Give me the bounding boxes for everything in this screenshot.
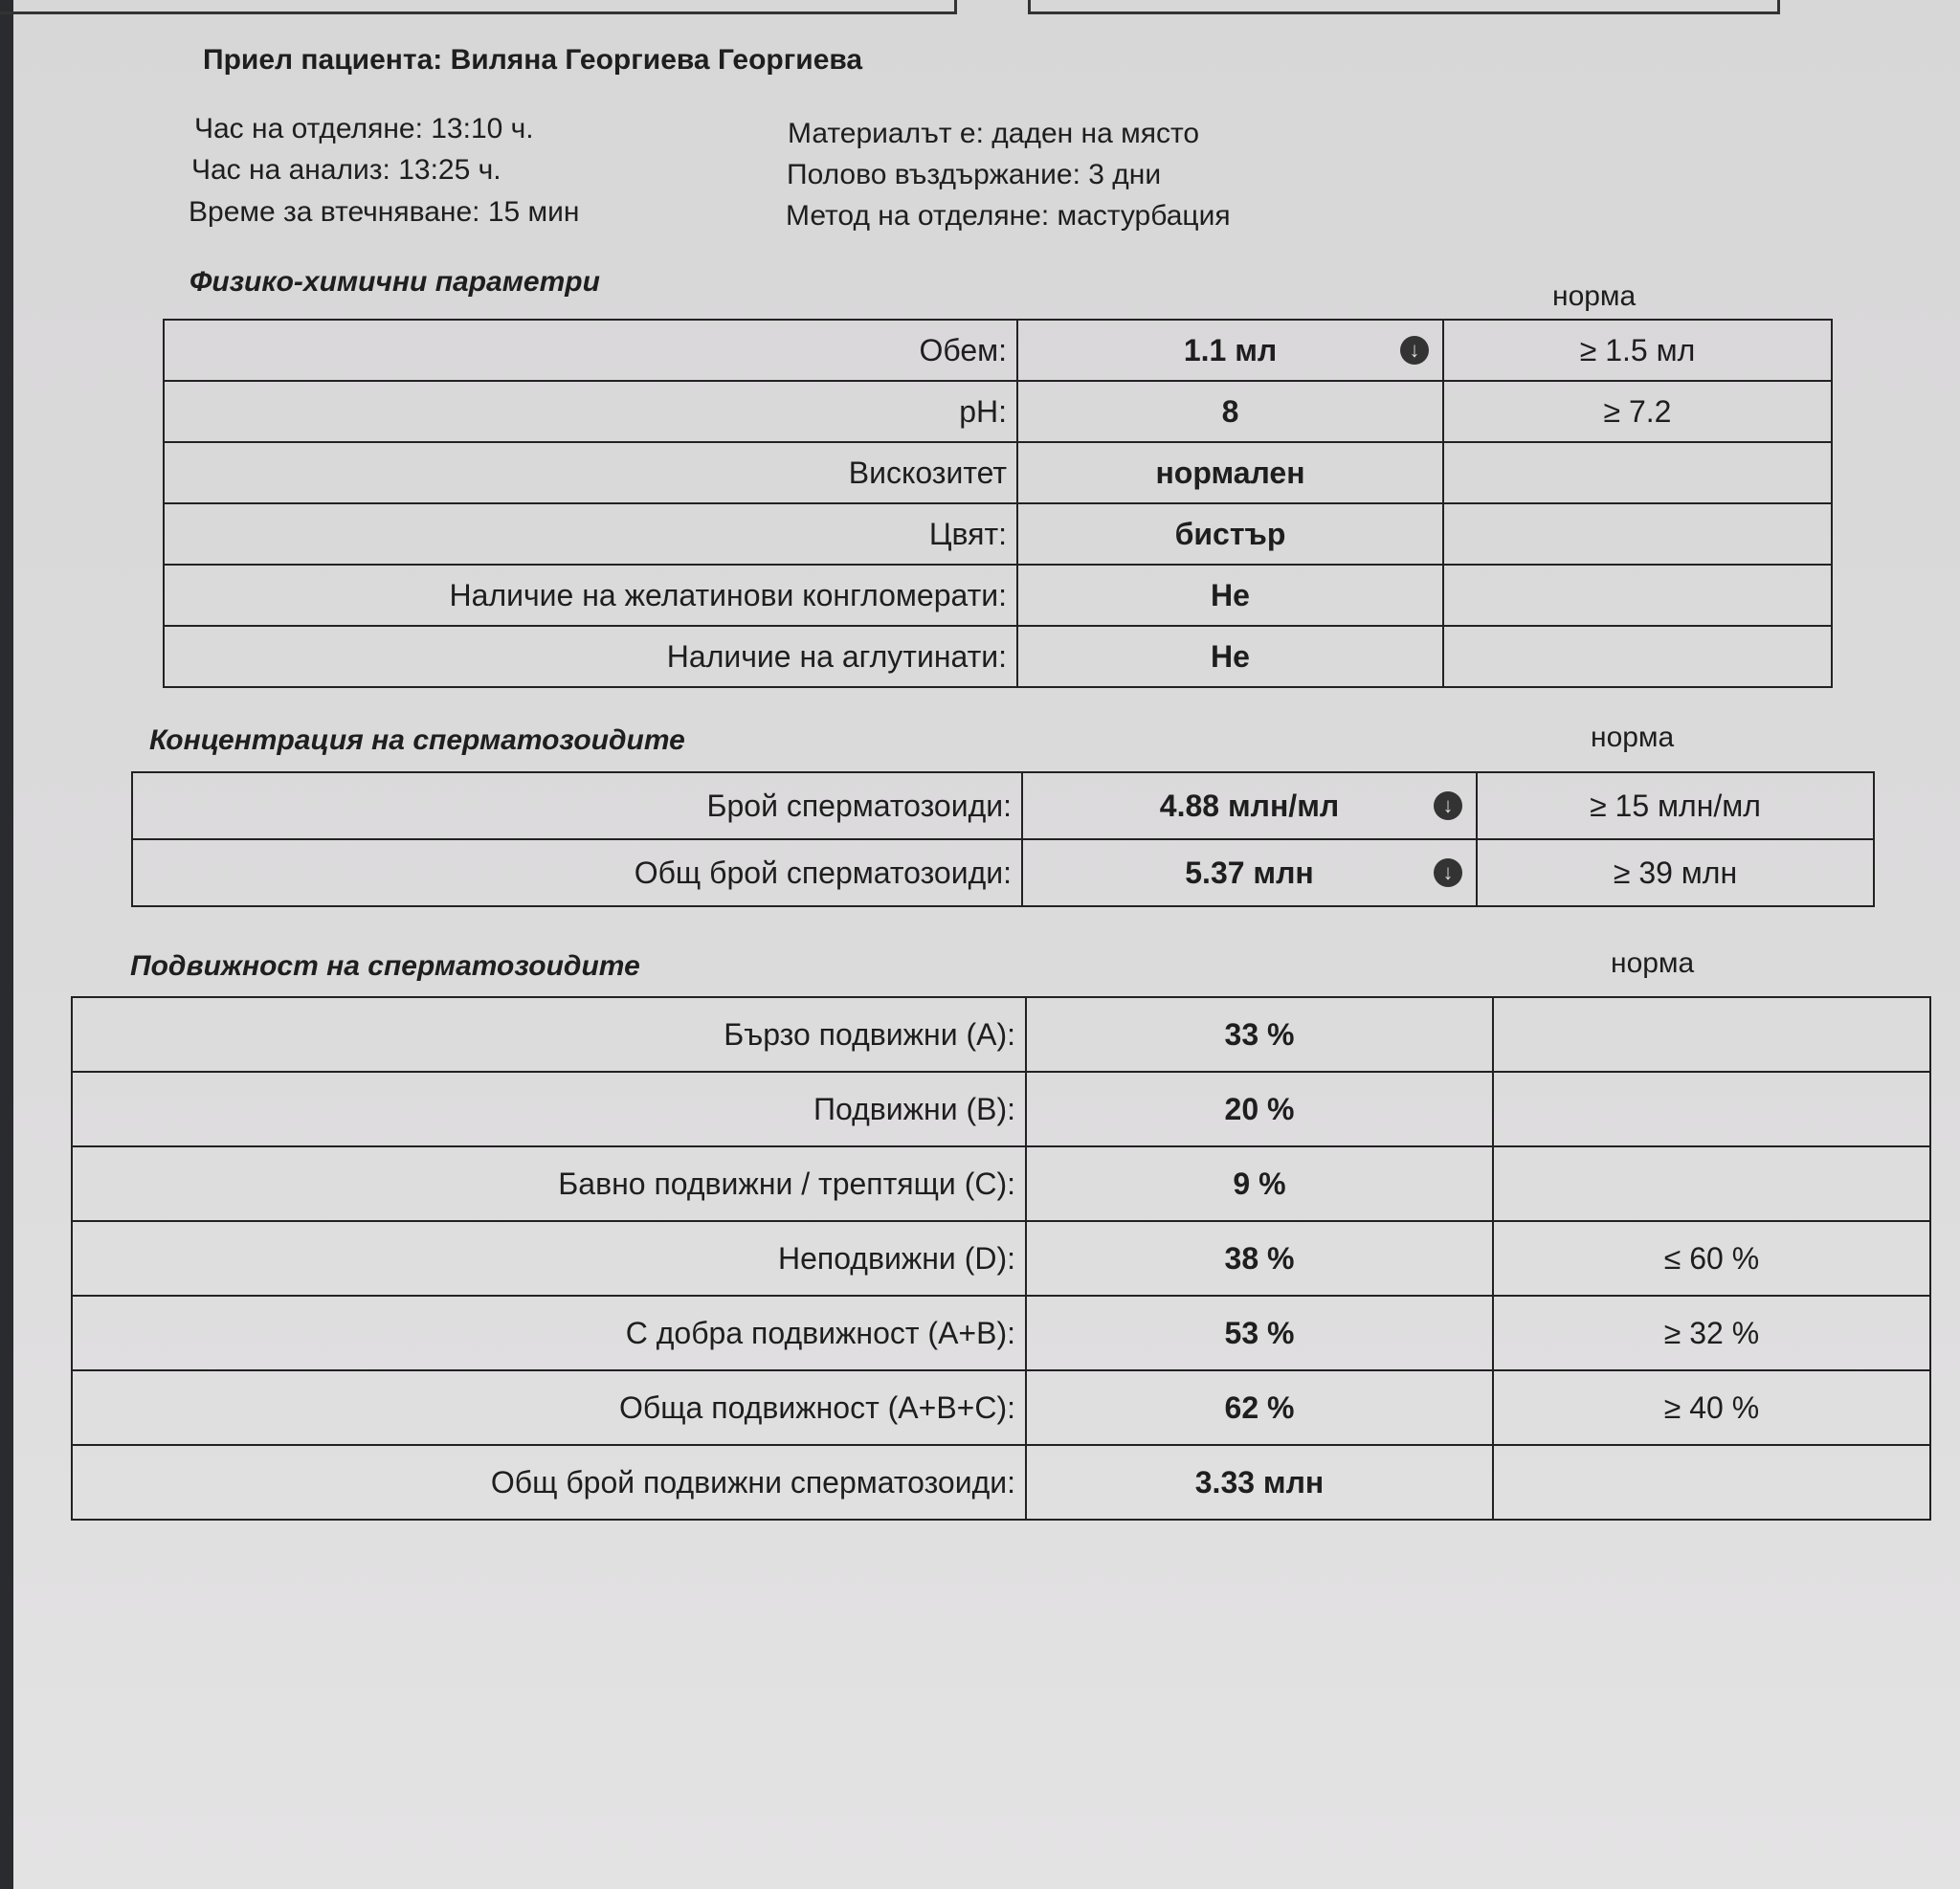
row-label: Наличие на аглутинати:	[164, 626, 1017, 687]
row-value	[1017, 565, 1443, 626]
table-row	[132, 839, 1874, 906]
table-row	[72, 1370, 1930, 1445]
motility-table	[71, 996, 1931, 1521]
table-row	[132, 772, 1874, 839]
patient-name: Виляна Георгиева Георгиева	[450, 44, 863, 76]
concentration-table	[131, 771, 1875, 907]
row-value-text: Не	[1211, 577, 1250, 612]
row-norm: ≥ 39 млн	[1477, 839, 1874, 906]
info-collection-time: Час на отделяне: 13:10 ч.	[194, 113, 534, 144]
info-analysis-time: Час на анализ: 13:25 ч.	[191, 154, 501, 186]
table-row	[164, 320, 1832, 381]
row-value	[1022, 839, 1477, 906]
row-label: Обща подвижност (А+В+С):	[72, 1370, 1026, 1445]
row-label: С добра подвижност (А+В):	[72, 1296, 1026, 1370]
row-value-text: 5.37 млн	[1185, 855, 1314, 890]
row-norm	[1443, 503, 1832, 565]
table-row	[164, 381, 1832, 442]
row-norm	[1493, 1445, 1930, 1520]
section-title-physicochemical: Физико-химични параметри	[189, 266, 600, 298]
row-norm: ≥ 40 %	[1493, 1370, 1930, 1445]
row-norm	[1443, 565, 1832, 626]
row-label: Подвижни (В):	[72, 1072, 1026, 1146]
below-norm-arrow-icon: ↓	[1434, 791, 1462, 820]
row-norm	[1443, 442, 1832, 503]
row-value	[1017, 503, 1443, 565]
row-value-text: 53 %	[1224, 1315, 1295, 1350]
row-norm: ≥ 32 %	[1493, 1296, 1930, 1370]
row-label: Наличие на желатинови конгломерати:	[164, 565, 1017, 626]
info-liquefaction-time: Време за втечняване: 15 мин	[189, 196, 580, 228]
row-value-text: 33 %	[1224, 1016, 1295, 1052]
row-value	[1026, 997, 1493, 1072]
row-value-text: 9 %	[1233, 1166, 1286, 1201]
row-value	[1026, 1146, 1493, 1221]
row-value	[1026, 1370, 1493, 1445]
row-label: Обем:	[164, 320, 1017, 381]
table-row	[164, 565, 1832, 626]
table-row	[72, 1296, 1930, 1370]
row-label: pH:	[164, 381, 1017, 442]
patient-label: Приел пациента:	[203, 44, 443, 76]
row-value	[1017, 442, 1443, 503]
row-label: Бавно подвижни / трептящи (С):	[72, 1146, 1026, 1221]
row-label: Вискозитет	[164, 442, 1017, 503]
row-value	[1026, 1445, 1493, 1520]
row-norm: ≥ 1.5 мл	[1443, 320, 1832, 381]
row-label: Бързо подвижни (А):	[72, 997, 1026, 1072]
row-value-text: Не	[1211, 638, 1250, 674]
row-norm: ≤ 60 %	[1493, 1221, 1930, 1296]
row-value	[1026, 1072, 1493, 1146]
row-value-text: 3.33 млн	[1194, 1464, 1325, 1500]
row-value	[1026, 1296, 1493, 1370]
row-label: Брой сперматозоиди:	[132, 772, 1022, 839]
top-box-right	[1028, 0, 1780, 14]
row-value-text: 20 %	[1224, 1091, 1295, 1126]
row-norm	[1493, 1146, 1930, 1221]
row-value-text: 8	[1221, 393, 1239, 429]
row-norm: ≥ 15 млн/мл	[1477, 772, 1874, 839]
table-row	[164, 442, 1832, 503]
section-title-motility: Подвижност на сперматозоидите	[130, 950, 640, 982]
table-row	[164, 503, 1832, 565]
norm-header: норма	[1611, 947, 1695, 979]
section-title-concentration: Концентрация на сперматозоидите	[149, 724, 685, 756]
row-value	[1017, 320, 1443, 381]
norm-header: норма	[1591, 722, 1675, 753]
row-value	[1017, 626, 1443, 687]
table-row	[164, 626, 1832, 687]
row-value-text: нормален	[1155, 455, 1305, 490]
row-label: Общ брой подвижни сперматозоиди:	[72, 1445, 1026, 1520]
row-norm	[1493, 997, 1930, 1072]
below-norm-arrow-icon: ↓	[1434, 858, 1462, 887]
below-norm-arrow-icon: ↓	[1400, 336, 1429, 365]
table-row	[72, 1445, 1930, 1520]
table-row	[72, 1146, 1930, 1221]
table-row	[72, 1221, 1930, 1296]
row-value-text: бистър	[1174, 516, 1286, 551]
top-box-left	[0, 0, 957, 14]
row-value	[1022, 772, 1477, 839]
table-row	[72, 1072, 1930, 1146]
row-label: Неподвижни (D):	[72, 1221, 1026, 1296]
row-value-text: 4.88 млн/мл	[1159, 788, 1340, 823]
row-norm: ≥ 7.2	[1443, 381, 1832, 442]
row-value-text: 38 %	[1224, 1240, 1295, 1276]
row-value-text: 1.1 мл	[1183, 332, 1278, 367]
info-method: Метод на отделяне: мастурбация	[786, 200, 1231, 232]
row-value	[1017, 381, 1443, 442]
row-norm	[1493, 1072, 1930, 1146]
row-norm	[1443, 626, 1832, 687]
row-label: Цвят:	[164, 503, 1017, 565]
info-material: Материалът е: даден на място	[788, 118, 1200, 149]
row-value	[1026, 1221, 1493, 1296]
norm-header: норма	[1552, 280, 1637, 312]
physicochemical-table	[163, 319, 1833, 688]
row-value-text: 62 %	[1224, 1389, 1295, 1425]
table-row	[72, 997, 1930, 1072]
row-label: Общ брой сперматозоиди:	[132, 839, 1022, 906]
patient-line	[203, 44, 862, 77]
info-abstinence: Полово въздържание: 3 дни	[787, 159, 1162, 190]
